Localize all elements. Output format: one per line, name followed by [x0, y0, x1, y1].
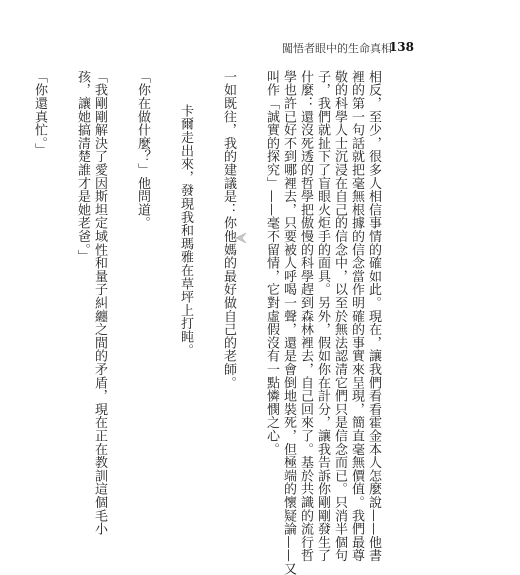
vertical-text-body: [31, 70, 408, 575]
text-column: 卡爾走出來，發現我和瑪雅在草坪上打盹。: [178, 104, 193, 357]
text-column: 一如既往，我的建議是：你他媽的最好做自己的老師。: [221, 70, 236, 390]
page-number: 138: [388, 40, 414, 54]
arrow-divider-icon: [233, 232, 247, 244]
text-column: 孩，讓她搞清楚誰才是她老爸。」: [75, 70, 90, 263]
text-column: 裡的第一句話就把毫無根據的信念當作明確的事實來呈現，簡直毫無價值。我們最尊: [349, 70, 364, 563]
text-column: 學也許已好不到哪裡去，只要被人呼喝一聲，還是會倒地裝死，但極端的懷疑論——又: [281, 70, 296, 575]
text-column: 子，我們就扯下了盲眼火炬手的面具。另外，假如你在計分，讓我告訴你剛剛發生了: [315, 70, 330, 563]
text-column: 「我剛剛解決了愛因斯坦定域性和量子糾纏之間的矛盾，現在正在教訓這個毛小: [92, 70, 107, 536]
text-column: 叫作「誠實的探究」——毫不留情，它對虛假沒有一點憐憫之心。: [264, 70, 279, 456]
text-column: 什麼：還沒死透的哲學把傲慢的科學趕到森林裡去，自己回來了。基於共識的流行哲: [298, 70, 313, 563]
text-column: 敬的科學人士沉浸在自己的信念中，以至於無法認清它們只是信念而已。只消半個句: [332, 70, 347, 563]
text-column: 「你還真忙。」: [32, 70, 47, 157]
text-column: 相反，至少，很多人相信事情的確如此。現在，讓我們看看霍金本人怎麼說——他書: [366, 70, 381, 563]
text-column: 「你在做什麼？」他問道。: [135, 70, 150, 230]
running-title: 闖悟者眼中的生命真相: [282, 42, 392, 55]
